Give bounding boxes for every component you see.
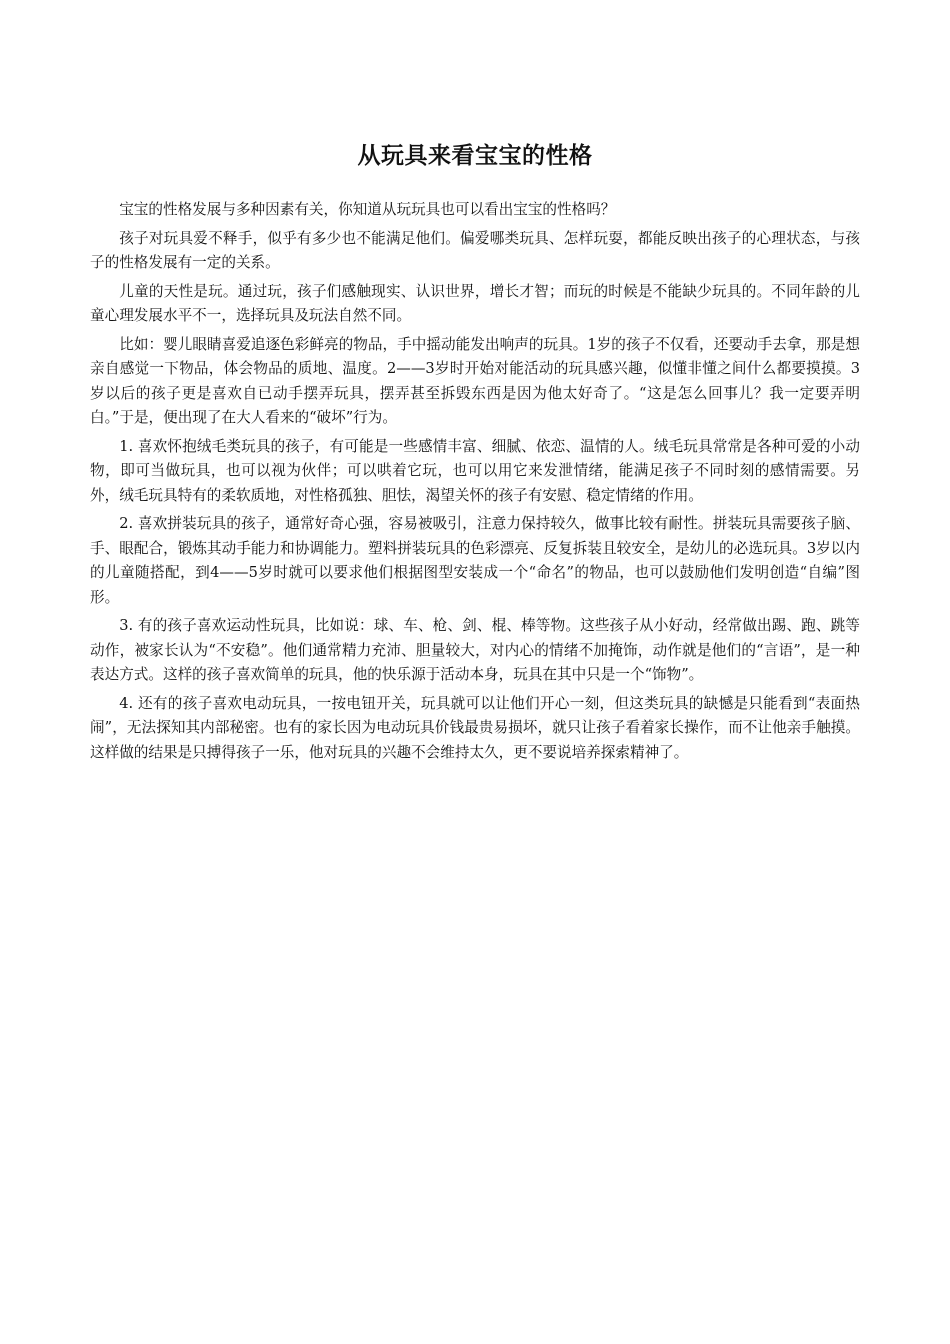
paragraph-intro: 宝宝的性格发展与多种因素有关，你知道从玩玩具也可以看出宝宝的性格吗？	[119, 201, 616, 218]
paragraph-age-example: 比如：婴儿眼睛喜爱追逐色彩鲜亮的物品，手中摇动能发出响声的玩具。1岁的孩子不仅看，还要动手去拿，那是想亲自感觉一下物品，体会物品的质地、温度。2——3岁时开始对能活动的玩具感兴趣，似懂非懂之间什么都要摸摸。3岁以后的孩子更是喜欢自已动手摆弄玩具，摆弄甚至拆毁东西是因为他太好奇了。“这是怎么回事儿？我一定要弄明白。”于是，便出现了在大人看来的“破坏”行为。	[90, 335, 860, 426]
paragraph-plush-toys: 1. 喜欢怀抱绒毛类玩具的孩子，有可能是一些感情丰富、细腻、依恋、温情的人。绒毛玩具常常是各种可爱的小动物，即可当做玩具，也可以视为伙伴；可以哄着它玩，也可以用它来发泄情绪，能满足孩子不同时刻的感情需要。另外，绒毛玩具特有的柔软质地，对性格孤独、胆怯，渴望关怀的孩子有安慰、稳定情绪的作用。	[90, 437, 860, 504]
document-body	[90, 198, 860, 765]
paragraph-electric-toys: 4. 还有的孩子喜欢电动玩具，一按电钮开关，玩具就可以让他们开心一刻，但这类玩具的缺憾是只能看到“表面热闹”，无法探知其内部秘密。也有的家长因为电动玩具价钱最贵易损坏，就只让孩子看着家长操作，而不让他亲手触摸。这样做的结果是只搏得孩子一乐，他对玩具的兴趣不会维持太久，更不要说培养探索精神了。	[90, 694, 860, 761]
paragraph-assembly-toys: 2. 喜欢拼装玩具的孩子，通常好奇心强，容易被吸引，注意力保持较久，做事比较有耐性。拼装玩具需要孩子脑、手、眼配合，锻炼其动手能力和协调能力。塑料拼装玩具的色彩漂亮、反复拆装且较安全，是幼儿的必选玩具。3岁以内的儿童随搭配，到4——5岁时就可以要求他们根据图型安装成一个“命名”的物品，也可以鼓励他们发明创造“自编”图形。	[90, 515, 860, 606]
paragraph-love-toys: 孩子对玩具爱不释手，似乎有多少也不能满足他们。偏爱哪类玩具、怎样玩耍，都能反映出孩子的心理状态，与孩子的性格发展有一定的关系。	[90, 229, 860, 271]
paragraph-sports-toys: 3. 有的孩子喜欢运动性玩具，比如说：球、车、枪、剑、棍、棒等物。这些孩子从小好动，经常做出踢、跑、跳等动作，被家长认为“不安稳”。他们通常精力充沛、胆量较大，对内心的情绪不加掩饰，动作就是他们的“言语”，是一种表达方式。这样的孩子喜欢简单的玩具，他的快乐源于活动本身，玩具在其中只是一个“饰物”。	[90, 617, 860, 683]
document-page	[90, 140, 860, 769]
document-title: 从玩具来看宝宝的性格	[357, 143, 593, 169]
paragraph-nature-play: 儿童的天性是玩。通过玩，孩子们感触现实、认识世界，增长才智；而玩的时候是不能缺少玩具的。不同年龄的儿童心理发展水平不一，选择玩具及玩法自然不同。	[90, 282, 860, 324]
